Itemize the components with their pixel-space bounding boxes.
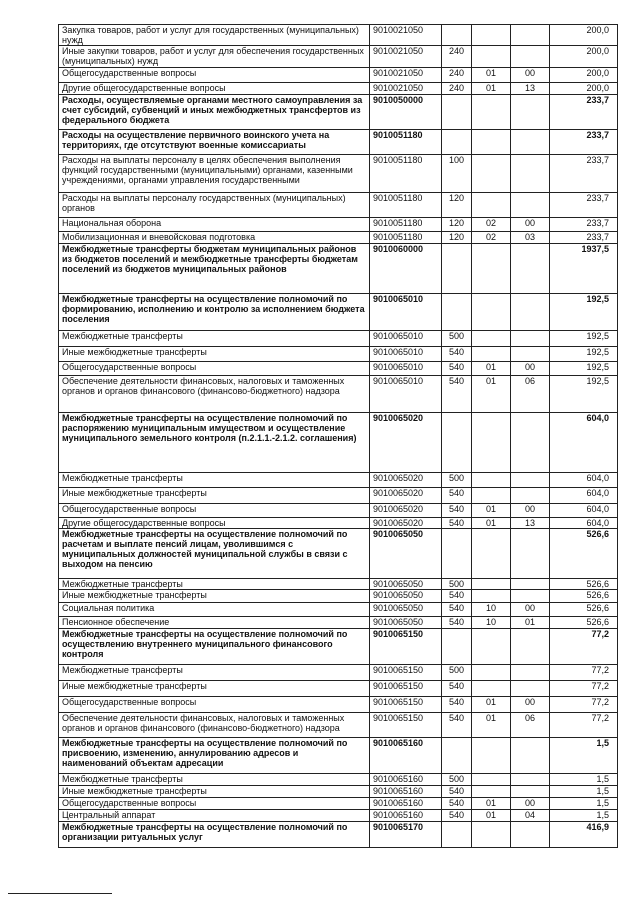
- row-section-cell: 01: [472, 697, 511, 713]
- row-name-cell: Общегосударственные вопросы: [59, 504, 370, 518]
- row-expense-type-cell: 540: [442, 810, 472, 822]
- row-amount-cell: 200,0: [550, 83, 618, 95]
- row-code-cell: 9010021050: [370, 83, 442, 95]
- row-name-cell: Расходы на выплаты персоналу в целях обеспечения выполнения функций государственными (муниципальными) органами, казенными учреждениями, органами управления государственными: [59, 155, 370, 193]
- table-row: [59, 822, 618, 848]
- footnote-rule: [8, 893, 112, 894]
- row-code-cell: 9010065150: [370, 665, 442, 681]
- row-name-cell: Обеспечение деятельности финансовых, налоговых и таможенных органов и органов финансового (финансово-бюджетного) надзора: [59, 713, 370, 738]
- row-expense-type-cell: [442, 629, 472, 665]
- row-section-cell: [472, 46, 511, 68]
- row-code-cell: 9010065150: [370, 681, 442, 697]
- row-amount-cell: 604,0: [550, 488, 618, 504]
- table-row: [59, 331, 618, 347]
- row-code-cell: 9010065020: [370, 473, 442, 488]
- row-expense-type-cell: 120: [442, 232, 472, 244]
- table-row: [59, 810, 618, 822]
- row-section-cell: 01: [472, 68, 511, 83]
- row-expense-type-cell: [442, 244, 472, 294]
- row-name-cell: Общегосударственные вопросы: [59, 798, 370, 810]
- row-section-cell: 01: [472, 504, 511, 518]
- row-name-cell: Национальная оборона: [59, 218, 370, 232]
- row-code-cell: 9010065160: [370, 738, 442, 774]
- row-subsection-cell: 00: [511, 362, 550, 376]
- row-code-cell: 9010065170: [370, 822, 442, 848]
- row-amount-cell: 1,5: [550, 738, 618, 774]
- row-expense-type-cell: [442, 130, 472, 155]
- row-section-cell: 01: [472, 798, 511, 810]
- row-subsection-cell: 00: [511, 218, 550, 232]
- row-section-cell: 01: [472, 376, 511, 413]
- table-row: [59, 681, 618, 697]
- row-expense-type-cell: [442, 822, 472, 848]
- row-expense-type-cell: 540: [442, 713, 472, 738]
- row-name-cell: Межбюджетные трансферты на осуществление полномочий по организации ритуальных услуг: [59, 822, 370, 848]
- row-expense-type-cell: 540: [442, 488, 472, 504]
- row-subsection-cell: 04: [511, 810, 550, 822]
- row-expense-type-cell: [442, 738, 472, 774]
- table-row: [59, 294, 618, 331]
- row-name-cell: Межбюджетные трансферты: [59, 774, 370, 786]
- table-row: [59, 193, 618, 218]
- row-section-cell: [472, 331, 511, 347]
- row-section-cell: [472, 786, 511, 798]
- row-subsection-cell: [511, 193, 550, 218]
- row-section-cell: [472, 529, 511, 579]
- row-subsection-cell: [511, 155, 550, 193]
- row-subsection-cell: 00: [511, 697, 550, 713]
- row-section-cell: [472, 488, 511, 504]
- table-row: [59, 786, 618, 798]
- row-subsection-cell: [511, 331, 550, 347]
- row-name-cell: Межбюджетные трансферты: [59, 473, 370, 488]
- row-name-cell: Межбюджетные трансферты: [59, 331, 370, 347]
- row-section-cell: 10: [472, 617, 511, 629]
- row-expense-type-cell: 500: [442, 579, 472, 590]
- row-code-cell: 9010065010: [370, 331, 442, 347]
- row-section-cell: [472, 95, 511, 130]
- row-expense-type-cell: 100: [442, 155, 472, 193]
- row-amount-cell: 1,5: [550, 810, 618, 822]
- row-section-cell: [472, 25, 511, 46]
- table-row: [59, 473, 618, 488]
- row-name-cell: Иные межбюджетные трансферты: [59, 590, 370, 603]
- table-row: [59, 798, 618, 810]
- row-amount-cell: 604,0: [550, 413, 618, 473]
- table-row: [59, 629, 618, 665]
- row-amount-cell: 526,6: [550, 603, 618, 617]
- row-code-cell: 9010050000: [370, 95, 442, 130]
- row-subsection-cell: [511, 413, 550, 473]
- row-name-cell: Центральный аппарат: [59, 810, 370, 822]
- row-section-cell: [472, 665, 511, 681]
- row-subsection-cell: 13: [511, 518, 550, 529]
- row-code-cell: 9010065150: [370, 713, 442, 738]
- row-subsection-cell: [511, 629, 550, 665]
- row-amount-cell: 192,5: [550, 294, 618, 331]
- row-amount-cell: 200,0: [550, 68, 618, 83]
- row-amount-cell: 1,5: [550, 774, 618, 786]
- row-subsection-cell: [511, 473, 550, 488]
- table-row: [59, 579, 618, 590]
- row-name-cell: Расходы, осуществляемые органами местного самоуправления за счет субсидий, субвенций и иных межбюджетных трансфертов из федерального бюджета: [59, 95, 370, 130]
- row-name-cell: Пенсионное обеспечение: [59, 617, 370, 629]
- row-expense-type-cell: [442, 413, 472, 473]
- row-expense-type-cell: 500: [442, 473, 472, 488]
- row-section-cell: 01: [472, 810, 511, 822]
- row-amount-cell: 233,7: [550, 95, 618, 130]
- row-code-cell: 9010051180: [370, 232, 442, 244]
- row-name-cell: Общегосударственные вопросы: [59, 68, 370, 83]
- row-expense-type-cell: 540: [442, 376, 472, 413]
- table-row: [59, 46, 618, 68]
- row-subsection-cell: [511, 130, 550, 155]
- row-name-cell: Иные межбюджетные трансферты: [59, 681, 370, 697]
- row-amount-cell: 77,2: [550, 681, 618, 697]
- row-code-cell: 9010021050: [370, 68, 442, 83]
- row-code-cell: 9010051180: [370, 130, 442, 155]
- table-row: [59, 244, 618, 294]
- row-section-cell: [472, 629, 511, 665]
- row-amount-cell: 526,6: [550, 579, 618, 590]
- table-row: [59, 376, 618, 413]
- row-code-cell: 9010065010: [370, 294, 442, 331]
- row-code-cell: 9010065160: [370, 810, 442, 822]
- row-code-cell: 9010065010: [370, 376, 442, 413]
- row-expense-type-cell: 540: [442, 504, 472, 518]
- row-expense-type-cell: 540: [442, 798, 472, 810]
- row-amount-cell: 604,0: [550, 473, 618, 488]
- row-amount-cell: 192,5: [550, 347, 618, 362]
- row-subsection-cell: [511, 590, 550, 603]
- row-name-cell: Обеспечение деятельности финансовых, налоговых и таможенных органов и органов финансового (финансово-бюджетного) надзора: [59, 376, 370, 413]
- row-name-cell: Межбюджетные трансферты: [59, 579, 370, 590]
- row-subsection-cell: 13: [511, 83, 550, 95]
- row-section-cell: 10: [472, 603, 511, 617]
- row-code-cell: 9010065020: [370, 518, 442, 529]
- table-row: [59, 218, 618, 232]
- row-subsection-cell: [511, 774, 550, 786]
- budget-table: [58, 24, 618, 848]
- budget-document-page: [58, 24, 609, 848]
- row-code-cell: 9010021050: [370, 25, 442, 46]
- row-code-cell: 9010065150: [370, 629, 442, 665]
- row-name-cell: Межбюджетные трансферты на осуществление полномочий по расчетам и выплате пенсий лицам, уволившимся с муниципальных должностей муниципальной службы в связи с выходом на пенсию: [59, 529, 370, 579]
- row-amount-cell: 77,2: [550, 697, 618, 713]
- row-expense-type-cell: 540: [442, 362, 472, 376]
- row-amount-cell: 77,2: [550, 629, 618, 665]
- table-row: [59, 697, 618, 713]
- row-section-cell: [472, 590, 511, 603]
- row-name-cell: Закупка товаров, работ и услуг для государственных (муниципальных) нужд: [59, 25, 370, 46]
- row-section-cell: 01: [472, 362, 511, 376]
- row-subsection-cell: 00: [511, 798, 550, 810]
- row-amount-cell: 526,6: [550, 617, 618, 629]
- row-code-cell: 9010051180: [370, 218, 442, 232]
- row-code-cell: 9010065050: [370, 603, 442, 617]
- row-expense-type-cell: [442, 95, 472, 130]
- row-name-cell: Общегосударственные вопросы: [59, 362, 370, 376]
- row-subsection-cell: 06: [511, 376, 550, 413]
- row-name-cell: Межбюджетные трансферты на осуществление полномочий по осуществлению внутреннего муниципального финансового контроля: [59, 629, 370, 665]
- row-amount-cell: 416,9: [550, 822, 618, 848]
- table-row: [59, 713, 618, 738]
- row-expense-type-cell: 540: [442, 681, 472, 697]
- row-code-cell: 9010065160: [370, 786, 442, 798]
- row-expense-type-cell: 120: [442, 193, 472, 218]
- row-expense-type-cell: 500: [442, 774, 472, 786]
- row-amount-cell: 233,7: [550, 193, 618, 218]
- row-expense-type-cell: 540: [442, 590, 472, 603]
- row-code-cell: 9010065150: [370, 697, 442, 713]
- table-row: [59, 155, 618, 193]
- row-name-cell: Иные закупки товаров, работ и услуг для обеспечения государственных (муниципальных) нужд: [59, 46, 370, 68]
- row-expense-type-cell: [442, 294, 472, 331]
- row-name-cell: Межбюджетные трансферты на осуществление полномочий по присвоению, изменению, аннулированию адресов и наименований объектам адресации: [59, 738, 370, 774]
- row-expense-type-cell: [442, 25, 472, 46]
- row-section-cell: 01: [472, 83, 511, 95]
- row-section-cell: [472, 774, 511, 786]
- row-subsection-cell: [511, 95, 550, 130]
- row-name-cell: Межбюджетные трансферты на осуществление полномочий по распоряжению муниципальным имуществом и осуществление муниципального земельного контроля (п.2.1.1.-2.1.2. соглашения): [59, 413, 370, 473]
- row-expense-type-cell: 540: [442, 518, 472, 529]
- table-row: [59, 504, 618, 518]
- row-amount-cell: 233,7: [550, 218, 618, 232]
- table-row: [59, 25, 618, 46]
- row-subsection-cell: [511, 25, 550, 46]
- row-section-cell: [472, 347, 511, 362]
- row-code-cell: 9010051180: [370, 193, 442, 218]
- row-subsection-cell: [511, 347, 550, 362]
- table-row: [59, 413, 618, 473]
- row-subsection-cell: 00: [511, 603, 550, 617]
- row-expense-type-cell: [442, 529, 472, 579]
- table-row: [59, 130, 618, 155]
- row-section-cell: 01: [472, 518, 511, 529]
- row-amount-cell: 192,5: [550, 376, 618, 413]
- row-code-cell: 9010065160: [370, 798, 442, 810]
- row-name-cell: Расходы на осуществление первичного воинского учета на территориях, где отсутствуют военные комиссариаты: [59, 130, 370, 155]
- row-expense-type-cell: 540: [442, 697, 472, 713]
- row-section-cell: [472, 822, 511, 848]
- row-section-cell: 01: [472, 713, 511, 738]
- row-name-cell: Межбюджетные трансферты бюджетам муниципальных районов из бюджетов поселений и межбюджетные трансферты бюджетам поселений из бюджетов муниципальных районов: [59, 244, 370, 294]
- row-section-cell: [472, 130, 511, 155]
- row-code-cell: 9010065020: [370, 488, 442, 504]
- table-row: [59, 590, 618, 603]
- row-name-cell: Иные межбюджетные трансферты: [59, 488, 370, 504]
- row-amount-cell: 604,0: [550, 504, 618, 518]
- table-row: [59, 665, 618, 681]
- table-row: [59, 347, 618, 362]
- row-expense-type-cell: 540: [442, 347, 472, 362]
- table-row: [59, 83, 618, 95]
- row-expense-type-cell: 540: [442, 786, 472, 798]
- row-amount-cell: 1937,5: [550, 244, 618, 294]
- row-amount-cell: 233,7: [550, 130, 618, 155]
- row-amount-cell: 1,5: [550, 798, 618, 810]
- row-section-cell: [472, 244, 511, 294]
- row-subsection-cell: [511, 681, 550, 697]
- row-name-cell: Иные межбюджетные трансферты: [59, 347, 370, 362]
- table-row: [59, 738, 618, 774]
- row-code-cell: 9010065050: [370, 529, 442, 579]
- table-row: [59, 232, 618, 244]
- row-subsection-cell: 01: [511, 617, 550, 629]
- row-name-cell: Мобилизационная и вневойсковая подготовка: [59, 232, 370, 244]
- row-amount-cell: 233,7: [550, 155, 618, 193]
- budget-table-body: [59, 25, 618, 848]
- row-subsection-cell: [511, 665, 550, 681]
- row-amount-cell: 77,2: [550, 665, 618, 681]
- row-subsection-cell: [511, 46, 550, 68]
- row-subsection-cell: 00: [511, 68, 550, 83]
- table-row: [59, 774, 618, 786]
- row-expense-type-cell: 240: [442, 83, 472, 95]
- row-subsection-cell: [511, 822, 550, 848]
- row-name-cell: Общегосударственные вопросы: [59, 697, 370, 713]
- row-subsection-cell: 00: [511, 504, 550, 518]
- row-amount-cell: 233,7: [550, 232, 618, 244]
- row-expense-type-cell: 240: [442, 46, 472, 68]
- row-expense-type-cell: 500: [442, 665, 472, 681]
- row-subsection-cell: [511, 488, 550, 504]
- row-name-cell: Межбюджетные трансферты на осуществление полномочий по формированию, исполнению и контролю за исполнением бюджета поселения: [59, 294, 370, 331]
- row-amount-cell: 192,5: [550, 331, 618, 347]
- row-section-cell: [472, 681, 511, 697]
- row-name-cell: Другие общегосударственные вопросы: [59, 518, 370, 529]
- row-subsection-cell: [511, 786, 550, 798]
- row-code-cell: 9010065160: [370, 774, 442, 786]
- row-amount-cell: 526,6: [550, 590, 618, 603]
- row-expense-type-cell: 500: [442, 331, 472, 347]
- row-amount-cell: 526,6: [550, 529, 618, 579]
- row-subsection-cell: [511, 579, 550, 590]
- row-expense-type-cell: 120: [442, 218, 472, 232]
- row-name-cell: Межбюджетные трансферты: [59, 665, 370, 681]
- row-code-cell: 9010065050: [370, 579, 442, 590]
- row-amount-cell: 604,0: [550, 518, 618, 529]
- row-section-cell: [472, 413, 511, 473]
- row-section-cell: 02: [472, 218, 511, 232]
- row-code-cell: 9010065050: [370, 617, 442, 629]
- row-name-cell: Расходы на выплаты персоналу государственных (муниципальных) органов: [59, 193, 370, 218]
- table-row: [59, 529, 618, 579]
- row-subsection-cell: [511, 244, 550, 294]
- row-code-cell: 9010065010: [370, 362, 442, 376]
- table-row: [59, 488, 618, 504]
- row-expense-type-cell: 240: [442, 68, 472, 83]
- row-name-cell: Иные межбюджетные трансферты: [59, 786, 370, 798]
- row-code-cell: 9010051180: [370, 155, 442, 193]
- row-section-cell: [472, 738, 511, 774]
- row-section-cell: 02: [472, 232, 511, 244]
- table-row: [59, 518, 618, 529]
- row-name-cell: Социальная политика: [59, 603, 370, 617]
- row-code-cell: 9010065010: [370, 347, 442, 362]
- row-code-cell: 9010065020: [370, 413, 442, 473]
- row-section-cell: [472, 193, 511, 218]
- row-code-cell: 9010021050: [370, 46, 442, 68]
- row-expense-type-cell: 540: [442, 617, 472, 629]
- row-subsection-cell: [511, 738, 550, 774]
- row-name-cell: Другие общегосударственные вопросы: [59, 83, 370, 95]
- table-row: [59, 362, 618, 376]
- row-amount-cell: 200,0: [550, 46, 618, 68]
- row-code-cell: 9010065050: [370, 590, 442, 603]
- row-section-cell: [472, 579, 511, 590]
- row-expense-type-cell: 540: [442, 603, 472, 617]
- row-section-cell: [472, 473, 511, 488]
- row-amount-cell: 1,5: [550, 786, 618, 798]
- row-code-cell: 9010065020: [370, 504, 442, 518]
- row-amount-cell: 200,0: [550, 25, 618, 46]
- row-subsection-cell: 06: [511, 713, 550, 738]
- row-amount-cell: 192,5: [550, 362, 618, 376]
- row-code-cell: 9010060000: [370, 244, 442, 294]
- table-row: [59, 617, 618, 629]
- row-subsection-cell: [511, 294, 550, 331]
- row-subsection-cell: 03: [511, 232, 550, 244]
- row-section-cell: [472, 155, 511, 193]
- table-row: [59, 68, 618, 83]
- table-row: [59, 603, 618, 617]
- row-section-cell: [472, 294, 511, 331]
- row-subsection-cell: [511, 529, 550, 579]
- table-row: [59, 95, 618, 130]
- row-amount-cell: 77,2: [550, 713, 618, 738]
